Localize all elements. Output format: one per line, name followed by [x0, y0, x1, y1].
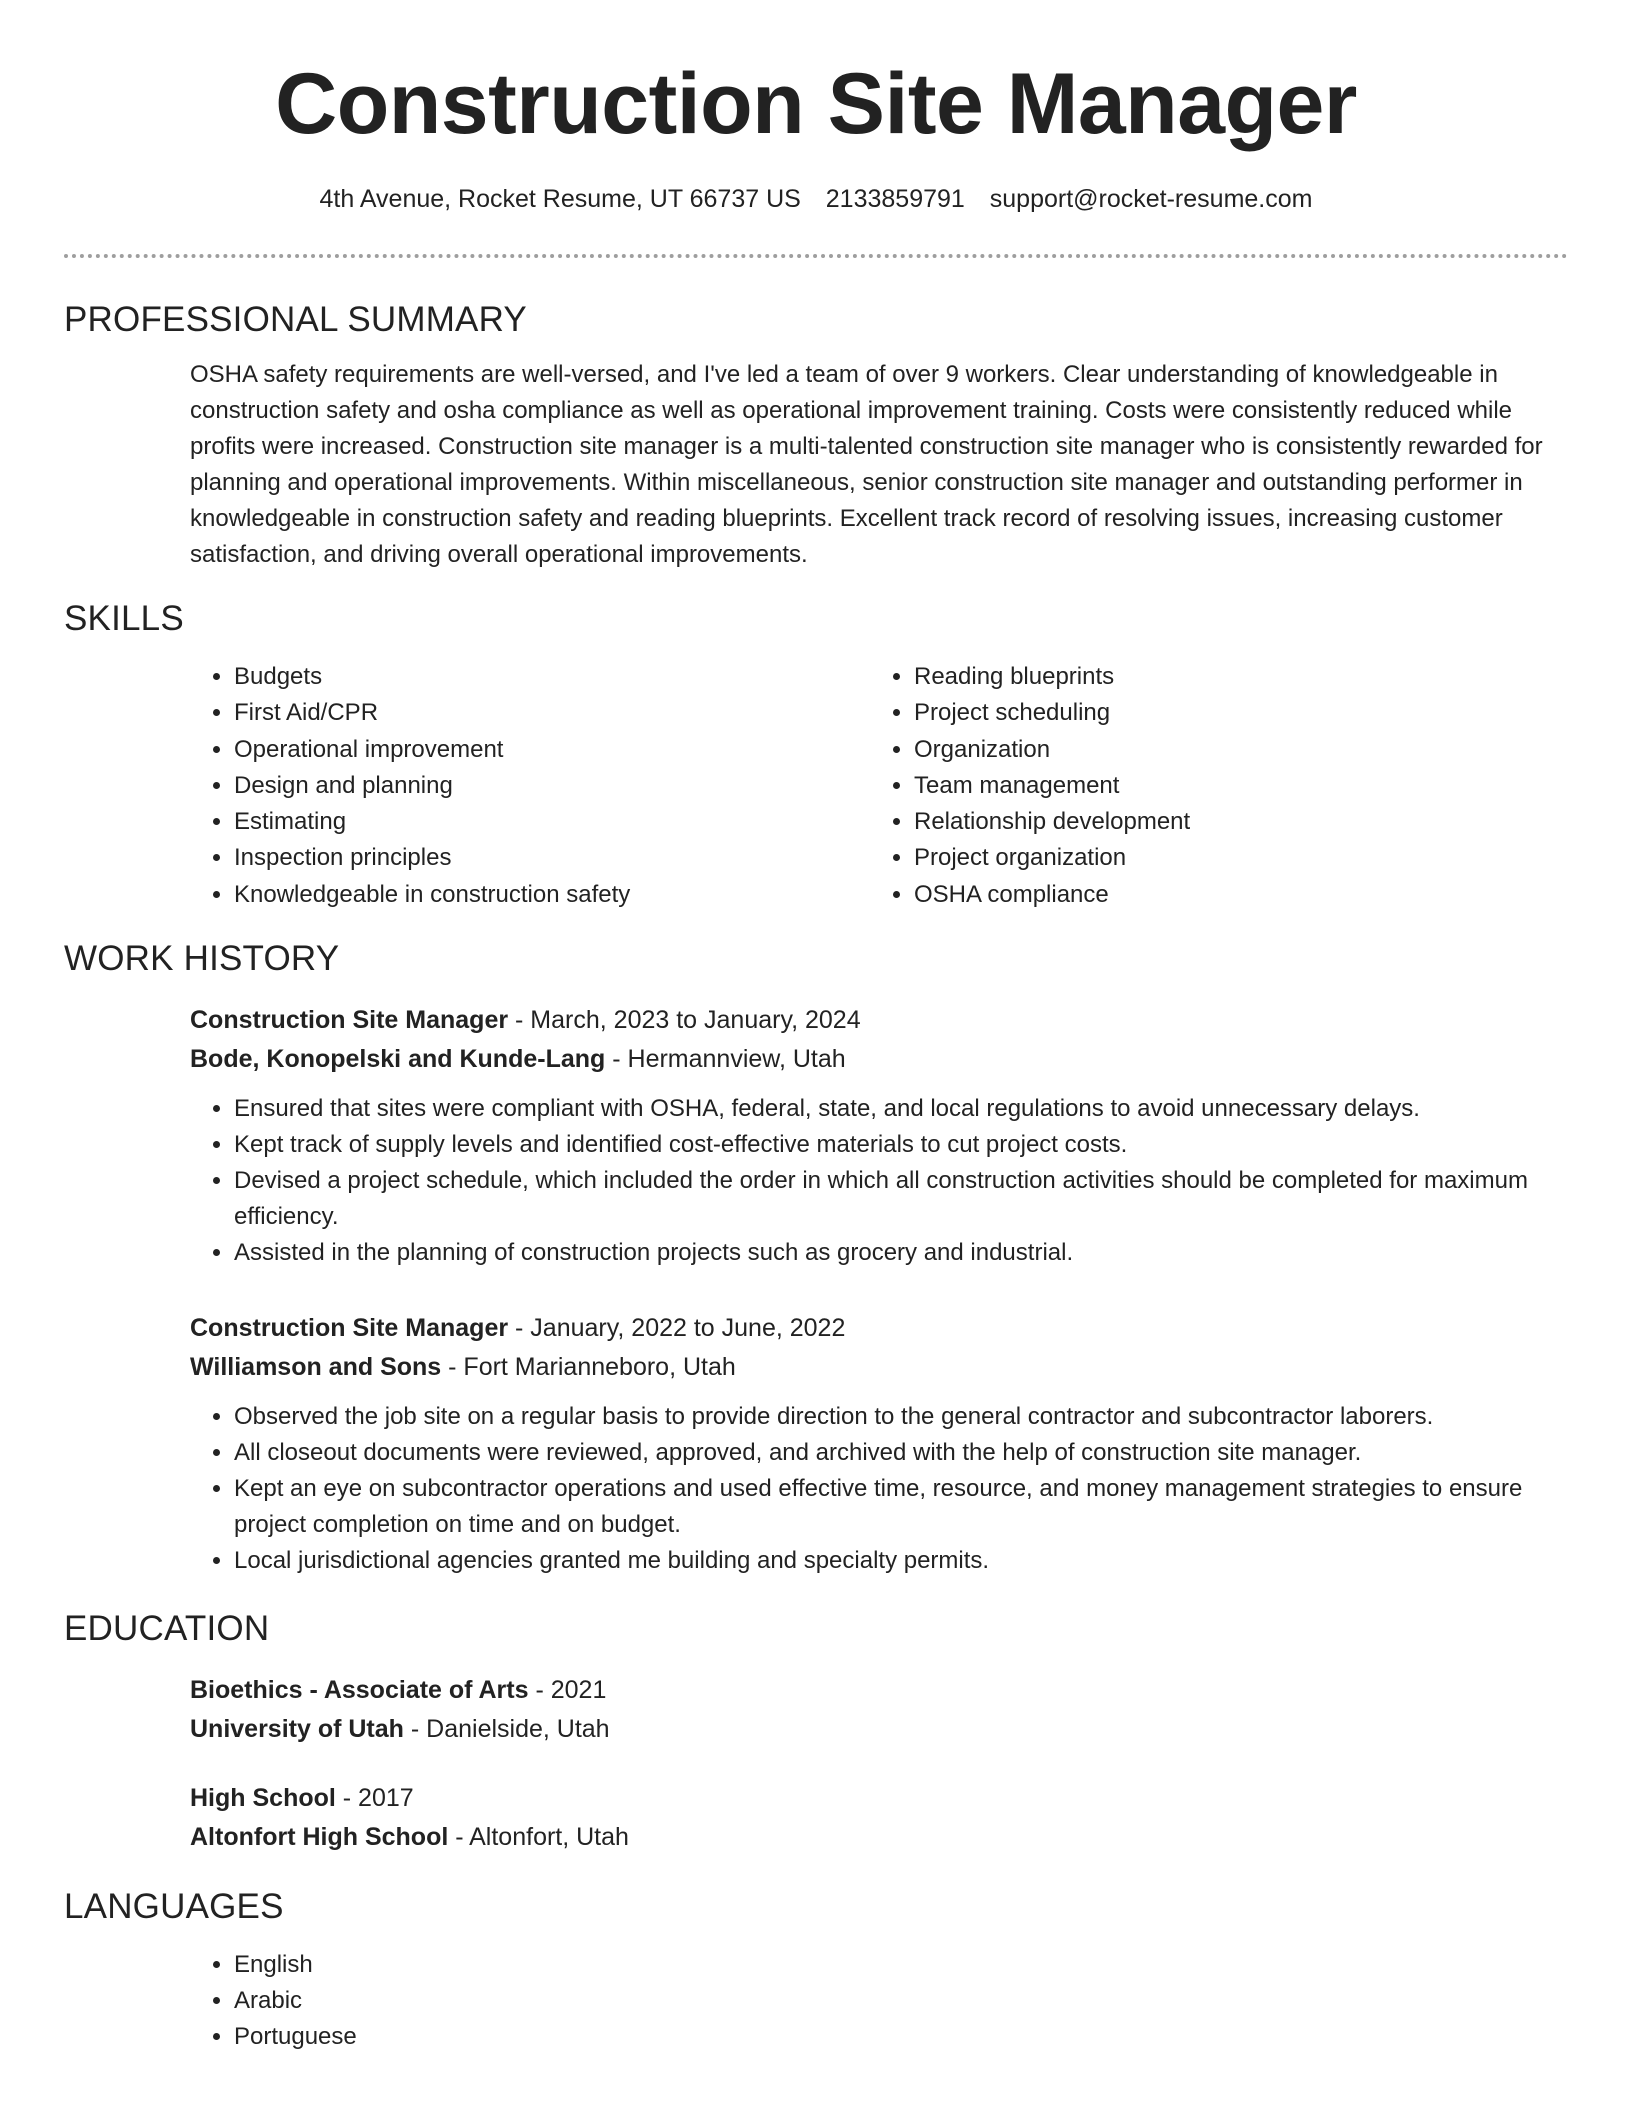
job-bullets	[190, 1091, 1568, 1271]
education-year: - 2017	[335, 1784, 414, 1813]
education-year: - 2021	[528, 1676, 607, 1705]
job-company: Bode, Konopelski and Kunde-Lang	[190, 1045, 606, 1074]
languages-list	[190, 1947, 1568, 2055]
skill-item: • Project organization	[914, 840, 1190, 876]
education-degree: High School	[190, 1784, 336, 1813]
work-history-section	[64, 1001, 1568, 1579]
skill-item: • Budgets	[234, 659, 870, 695]
skills-list-left	[190, 659, 870, 913]
job-bullet: • Observed the job site on a regular basis to provide direction to the general contractor and subcontractor laborers.	[234, 1399, 1568, 1435]
job-company-line	[190, 1348, 1568, 1387]
contact-phone: 2133859791	[825, 185, 965, 213]
education-degree-line	[190, 1779, 1568, 1818]
job-company-line	[190, 1040, 1568, 1079]
skill-item: • First Aid/CPR	[234, 695, 870, 731]
language-item: • Portuguese	[234, 2019, 1568, 2055]
skill-item: • Knowledgeable in construction safety	[234, 877, 870, 913]
contact-email: support@rocket-resume.com	[989, 185, 1313, 213]
skills-heading: SKILLS	[64, 599, 184, 638]
skill-item: • Operational improvement	[234, 732, 870, 768]
job-location: - Hermannview, Utah	[605, 1045, 846, 1074]
education-location: - Altonfort, Utah	[448, 1823, 629, 1852]
education-location: - Danielside, Utah	[403, 1715, 610, 1744]
skill-item: • Inspection principles	[234, 840, 870, 876]
summary-text: OSHA safety requirements are well-versed, and I've led a team of over 9 workers. Clear understanding of knowledgeable in construction safety and osha compliance as well as operational improvement training. Costs were consistently reduced while profits were increased. Construction site manager is a multi-talented construction site manager who is consistently rewarded for planning and operational improvements. Within miscellaneous, senior construction site manager and outstanding performer in knowledgeable in construction safety and reading blueprints. Excellent track record of resolving issues, increasing customer satisfaction, and driving overall operational improvements.	[190, 361, 1543, 568]
education-degree: Bioethics - Associate of Arts	[190, 1676, 529, 1705]
education-school-line	[190, 1818, 1568, 1857]
education-heading: EDUCATION	[64, 1609, 270, 1649]
skills-columns	[190, 659, 1568, 913]
job-bullet: • Devised a project schedule, which included the order in which all construction activities should be completed for maximum efficiency.	[234, 1163, 1568, 1235]
languages-heading: LANGUAGES	[64, 1887, 284, 1927]
skills-list-right	[870, 659, 1190, 913]
skill-item: • Organization	[914, 732, 1190, 768]
job-role-line	[190, 1309, 1568, 1348]
languages-section	[64, 1947, 1568, 2055]
education-degree-line	[190, 1671, 1568, 1710]
contact-address: 4th Avenue, Rocket Resume, UT 66737 US	[319, 185, 801, 213]
language-item: • Arabic	[234, 1983, 1568, 2019]
job-bullet: • Kept track of supply levels and identified cost-effective materials to cut project costs.	[234, 1127, 1568, 1163]
job-role-line	[190, 1001, 1568, 1040]
education-school: Altonfort High School	[190, 1823, 449, 1852]
education-school-line	[190, 1710, 1568, 1749]
contact-line	[64, 184, 1568, 214]
job-dates: - January, 2022 to June, 2022	[508, 1314, 846, 1343]
job-dates: - March, 2023 to January, 2024	[508, 1006, 861, 1035]
skill-item: • OSHA compliance	[914, 877, 1190, 913]
summary-heading: PROFESSIONAL SUMMARY	[64, 300, 527, 339]
job-bullet: • Kept an eye on subcontractor operations and used effective time, resource, and money management strategies to ensure project completion on time and on budget.	[234, 1471, 1568, 1543]
skill-item: • Relationship development	[914, 804, 1190, 840]
skills-section	[64, 659, 1568, 913]
job-bullet: • Ensured that sites were compliant with OSHA, federal, state, and local regulations to avoid unnecessary delays.	[234, 1091, 1568, 1127]
job-bullets	[190, 1399, 1568, 1579]
job-company: Williamson and Sons	[190, 1353, 442, 1382]
skill-item: • Project scheduling	[914, 695, 1190, 731]
job-role: Construction Site Manager	[190, 1314, 509, 1343]
skill-item: • Team management	[914, 768, 1190, 804]
job-bullet: • Local jurisdictional agencies granted me building and specialty permits.	[234, 1543, 1568, 1579]
work-history-heading: WORK HISTORY	[64, 939, 340, 979]
skill-item: • Design and planning	[234, 768, 870, 804]
education-entry	[190, 1779, 1568, 1857]
job-role: Construction Site Manager	[190, 1006, 509, 1035]
education-entry	[190, 1671, 1568, 1749]
job-location: - Fort Marianneboro, Utah	[441, 1353, 736, 1382]
education-section	[64, 1671, 1568, 1857]
education-school: University of Utah	[190, 1715, 404, 1744]
job-bullet: • Assisted in the planning of construction projects such as grocery and industrial.	[234, 1235, 1568, 1271]
job-entry	[190, 1001, 1568, 1271]
candidate-name: Construction Site Manager	[275, 56, 1357, 152]
job-bullet: • All closeout documents were reviewed, approved, and archived with the help of construction site manager.	[234, 1435, 1568, 1471]
skill-item: • Reading blueprints	[914, 659, 1190, 695]
language-item: • English	[234, 1947, 1568, 1983]
header-divider	[64, 254, 1568, 258]
job-entry	[190, 1309, 1568, 1579]
skill-item: • Estimating	[234, 804, 870, 840]
